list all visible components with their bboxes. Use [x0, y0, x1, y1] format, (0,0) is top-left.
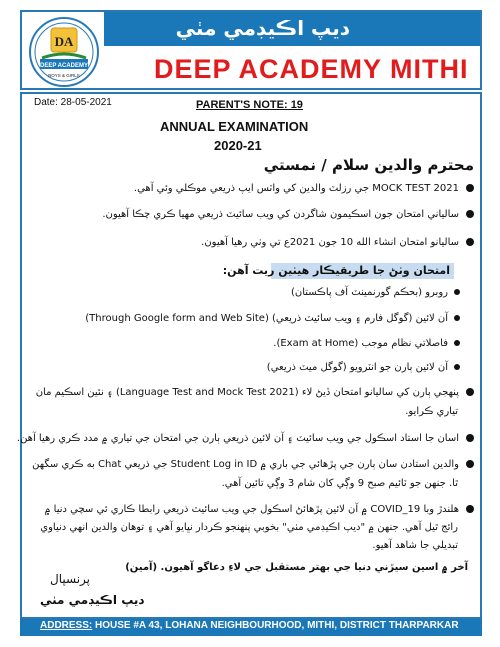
- list-item-continued: تبديلي جا شاهد آهيو.: [372, 540, 458, 551]
- list-item: روبرو (بحڪم گورنمينٽ آف پاڪستان): [291, 286, 460, 300]
- bullet-icon: [466, 238, 474, 246]
- address-label: ADDRESS:: [40, 620, 93, 631]
- list-item: والدين استادن سان ٻارن جي پڙهائي جي باري ۾ Student Log in ID جي ذريعي Chat به ڪري سگهن: [32, 458, 474, 472]
- list-item: پنهجي ٻارن کي ساليانو امتحان ڏيڻ لاء (Language Test and Mock Test 2021) ۽ نئين اسڪيم مان: [36, 386, 474, 400]
- bullet-icon: [466, 434, 474, 442]
- bullet-icon: [466, 460, 474, 468]
- list-item-continued: ٿا. جنهن جو ٽائيم صبح 9 وڳي کان شام 3 وڳي تائين آهي.: [221, 478, 458, 489]
- logo-initials: DA: [54, 34, 74, 49]
- bullet-icon: [466, 388, 474, 396]
- signature-title: پرنسپال: [50, 572, 91, 586]
- closing-prayer: آخر ۾ اسين سيڙني دنيا جي بهتر مستقبل جي لاءِ دعاگو آهيون. (آمين): [125, 562, 468, 573]
- bullet-icon: [454, 315, 460, 321]
- bullet-icon: [466, 184, 474, 192]
- bullet-icon: [454, 364, 460, 370]
- date: Date: 28-05-2021: [34, 97, 112, 108]
- list-item: آن لائين ٻارن جو انٽرويو (گوگل ميٽ ذريعي): [267, 361, 460, 375]
- list-item: هلندڙ وبا COVID_19 ۾ آن لائين پڙهائڻ اسڪول جي ويب سائيٽ ذريعي رابطا ڪاري ئي سچي دنيا ۾: [45, 503, 474, 517]
- list-item-continued: رائج ٿيل آهي. جنهن ۾ "ديپ اڪيڊمي مٺي" بخوبي پنهنجو ڪردار نڀايو آهي ۽ توهان والدين انهي دنياوي: [40, 522, 458, 533]
- academy-title-english: DEEP ACADEMY MITHI: [154, 54, 469, 84]
- letterhead: [20, 10, 482, 90]
- address-text: HOUSE #A 43, LOHANA NEIGHBOURHOOD, MITHI, DISTRICT THARPARKAR: [95, 620, 459, 631]
- list-item: سالياني امتحان جون اسڪيمون شاگردن کي ويب سائيٽ ذريعي مهيا ڪري چڪا آهيون.: [102, 208, 474, 222]
- logo-name: DEEP ACADEMY: [39, 63, 89, 69]
- greeting: محترم والدين سلام / نمستي: [263, 156, 474, 174]
- exam-year: 2020-21: [214, 138, 262, 153]
- list-item: MOCK TEST 2021 جي رزلٽ والدين کي واٽس ايپ ذريعي موڪلي وئي آهي.: [134, 182, 474, 196]
- list-item: آن لائين (گوگل فارم ۽ ويب سائيٽ ذريعي) (Through Google form and Web Site): [85, 312, 460, 326]
- bullet-icon: [466, 505, 474, 513]
- bullet-icon: [454, 289, 460, 295]
- methods-heading: امتحان وٺڻ جا طريقيڪار هيٺين ريت آهن:: [271, 263, 454, 279]
- list-item: فاصلاتي نظام موجب (Exam at Home).: [273, 337, 460, 351]
- bullet-icon: [466, 210, 474, 218]
- list-item-continued: تياري ڪرايو.: [405, 406, 458, 417]
- parents-note-title: PARENT'S NOTE: 19: [196, 99, 303, 111]
- list-item: اسان جا استاد اسڪول جي ويب سائيٽ ۽ آن لائين ذريعي ٻارن جي امتحان جي تياري ۾ مدد ڪري رهيا آهن.: [17, 432, 474, 446]
- signature-academy: ديپ اڪيڊمي مٺي: [40, 593, 145, 607]
- address: [40, 620, 459, 631]
- academy-logo: [28, 16, 100, 88]
- list-item: ساليانو امتحان انشاء الله 10 جون 2021ع تي وٺي رهيا آهيون.: [201, 236, 474, 250]
- logo-sub: BOYS & GIRLS: [48, 73, 80, 78]
- exam-title: ANNUAL EXAMINATION: [160, 119, 309, 134]
- bullet-icon: [454, 340, 460, 346]
- academy-title-sindhi: ديپ اڪيڊمي مٺي: [175, 16, 350, 40]
